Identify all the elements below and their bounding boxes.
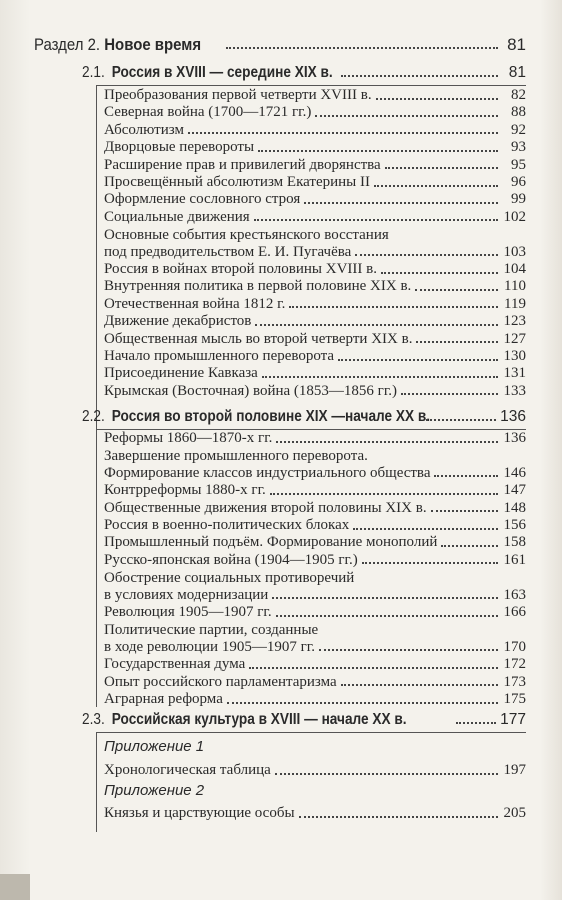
- entry-title: Опыт российского парламентаризма: [104, 673, 337, 690]
- page-number: 92: [511, 121, 526, 138]
- appendix-2-label: Приложение 2: [104, 782, 205, 799]
- toc-entry[interactable]: [104, 482, 526, 499]
- page-number: 166: [503, 604, 526, 620]
- page-number: 104: [503, 261, 526, 277]
- appendix-2-entry[interactable]: [104, 805, 526, 822]
- toc-entry[interactable]: [104, 313, 526, 330]
- entry-title: Расширение прав и привилегий дворянства: [104, 156, 381, 173]
- entry-title: Внутренняя политика в первой половине XIX в.: [104, 278, 412, 295]
- dot-leader: [401, 393, 498, 395]
- toc-entry[interactable]: [104, 174, 526, 191]
- dot-leader: [272, 597, 498, 599]
- dot-leader: [338, 359, 498, 361]
- subsection-2-3-heading[interactable]: [82, 711, 526, 729]
- entry-title: в условиях модернизации: [104, 586, 269, 603]
- page-number: 161: [503, 551, 526, 568]
- page-number: 99: [511, 191, 526, 208]
- page-number: 175: [503, 691, 526, 707]
- section-label: Раздел 2.: [34, 35, 101, 54]
- entry-title: Присоединение Кавказа: [104, 365, 258, 382]
- subsection-title: Российская культура в XVIII — начале XX в.: [111, 711, 407, 728]
- dot-leader: [304, 202, 498, 204]
- subsection-number: 2.3.: [82, 711, 105, 728]
- dot-leader: [255, 324, 498, 326]
- dot-leader: [289, 306, 498, 308]
- section-title: Новое время: [104, 35, 202, 54]
- page-number: 81: [507, 35, 526, 54]
- page-number: 133: [503, 382, 526, 399]
- entry-title: Аграрная реформа: [104, 691, 223, 707]
- page-number: 147: [503, 482, 526, 499]
- dot-leader: [374, 185, 498, 187]
- toc-entry[interactable]: [104, 517, 526, 534]
- page-number: 197: [503, 762, 526, 778]
- page-number: 93: [511, 139, 526, 156]
- entry-title-line: Основные события крестьянского восстания: [104, 227, 389, 244]
- page-number: 110: [504, 278, 526, 295]
- entry-title: Крымская (Восточная) война (1853—1856 гг.): [104, 382, 398, 399]
- entry-title: Социальные движения: [104, 208, 250, 225]
- dot-leader: [275, 773, 498, 775]
- entry-title: Оформление сословного строя: [104, 191, 301, 208]
- page-number: 163: [503, 586, 526, 603]
- subsection-number: 2.2.: [82, 408, 105, 425]
- entry-title-line: Обострение социальных противоречий: [104, 570, 355, 587]
- toc-entry[interactable]: [104, 552, 526, 569]
- toc-entry[interactable]: [104, 465, 526, 482]
- dot-leader: [415, 289, 498, 291]
- entry-title: Просвещённый абсолютизм Екатерины II: [104, 174, 370, 190]
- entry-title: Контрреформы 1880-х гг.: [104, 482, 266, 499]
- toc-entry[interactable]: [104, 122, 526, 139]
- page-number: 102: [503, 208, 526, 225]
- entry-title: Россия в военно-политических блоках: [104, 517, 350, 533]
- toc-entry[interactable]: [104, 87, 526, 104]
- entry-title-line: Политические партии, созданные: [104, 622, 319, 639]
- entry-title: под предводительством Е. И. Пугачёва: [104, 243, 352, 260]
- entry-title: Князья и царствующие особы: [104, 805, 295, 821]
- dot-leader: [276, 615, 498, 617]
- subsection-2-1-heading[interactable]: [82, 64, 526, 82]
- page-corner-shadow: [0, 874, 30, 900]
- entry-title: Русско-японская война (1904—1905 гг.): [104, 551, 358, 568]
- toc-entry[interactable]: [104, 383, 526, 400]
- toc-entry[interactable]: [104, 587, 526, 604]
- dot-leader: [381, 272, 498, 274]
- page-number: 136: [503, 430, 526, 446]
- entry-title: Абсолютизм: [104, 121, 184, 138]
- page-number: 103: [503, 243, 526, 260]
- toc-entry[interactable]: [104, 656, 526, 673]
- dot-leader: [362, 562, 498, 564]
- page-number: 119: [504, 295, 526, 312]
- page-number: 177: [500, 711, 526, 728]
- page-number: 172: [503, 656, 526, 673]
- toc-entry[interactable]: [104, 278, 526, 295]
- dot-leader: [188, 132, 498, 134]
- toc-entry[interactable]: [104, 191, 526, 208]
- page-number: 82: [511, 87, 526, 103]
- subsection-title: Россия во второй половине XIX —начале XX в.: [111, 408, 431, 425]
- section-bracket-line: [96, 85, 526, 86]
- toc-entry[interactable]: [104, 104, 526, 121]
- dot-leader: [434, 475, 498, 477]
- toc-entry[interactable]: [104, 604, 526, 621]
- entry-title: Дворцовые перевороты: [104, 139, 255, 156]
- section-heading[interactable]: [34, 35, 526, 55]
- page-number: 130: [503, 348, 526, 364]
- toc-entry[interactable]: [104, 500, 526, 517]
- dot-leader: [226, 47, 498, 49]
- toc-entry[interactable]: [104, 639, 526, 656]
- entry-title: Общественные движения второй половины XIX в.: [104, 499, 427, 516]
- toc-entry[interactable]: [104, 157, 526, 174]
- entry-title: Начало промышленного переворота: [104, 348, 335, 364]
- page-number: 158: [503, 534, 526, 551]
- dot-leader: [355, 254, 498, 256]
- dot-leader: [416, 341, 498, 343]
- section-bracket-line: [96, 732, 97, 832]
- entry-title: Россия в войнах второй половины XVIII в.: [104, 261, 377, 277]
- page-number: 88: [511, 104, 526, 121]
- entry-title: Отечественная война 1812 г.: [104, 295, 286, 312]
- dot-leader: [441, 545, 498, 547]
- dot-leader: [258, 150, 498, 152]
- page-number: 81: [508, 64, 526, 81]
- dot-leader: [270, 493, 498, 495]
- entry-title: Общественная мысль во второй четверти XIX в.: [104, 330, 413, 347]
- dot-leader: [319, 649, 498, 651]
- entry-title: Промышленный подъём. Формирование монополий: [104, 534, 438, 551]
- entry-title: в ходе революции 1905—1907 гг.: [104, 638, 315, 655]
- entry-title: Государственная дума: [104, 656, 246, 673]
- page-number: 148: [503, 499, 526, 516]
- entry-title: Преобразования первой четверти XVIII в.: [104, 87, 372, 103]
- entry-title: Северная война (1700—1721 гг.): [104, 104, 312, 121]
- appendix-1-entry[interactable]: [104, 762, 526, 779]
- toc-entry[interactable]: [104, 691, 526, 708]
- toc-entry[interactable]: [104, 331, 526, 348]
- toc-entry[interactable]: [104, 674, 526, 691]
- subsection-number: 2.1.: [82, 64, 105, 81]
- page-number: 131: [503, 365, 526, 382]
- page-number: 146: [503, 464, 526, 481]
- toc-entry[interactable]: [104, 209, 526, 226]
- dot-leader: [299, 816, 498, 818]
- toc-entry[interactable]: [104, 261, 526, 278]
- entry-title: Движение декабристов: [104, 313, 252, 330]
- toc-entry[interactable]: [104, 348, 526, 365]
- dot-leader: [456, 722, 496, 724]
- entry-title: Революция 1905—1907 гг.: [104, 604, 272, 620]
- dot-leader: [385, 167, 498, 169]
- dot-leader: [426, 419, 496, 421]
- toc-entry[interactable]: [104, 296, 526, 313]
- section-bracket-line: [96, 732, 526, 733]
- page-number: 95: [511, 156, 526, 173]
- entry-title: Формирование классов индустриального общества: [104, 464, 431, 481]
- toc-entry[interactable]: [104, 365, 526, 382]
- dot-leader: [254, 219, 498, 221]
- page-number: 173: [503, 673, 526, 690]
- page-number: 205: [503, 805, 526, 821]
- page-number: 123: [503, 313, 526, 330]
- dot-leader: [315, 115, 498, 117]
- dot-leader: [249, 667, 498, 669]
- page-number: 136: [500, 408, 526, 425]
- toc-entry[interactable]: [104, 430, 526, 447]
- page-number: 170: [503, 638, 526, 655]
- dot-leader: [262, 376, 498, 378]
- dot-leader: [353, 528, 498, 530]
- page-number: 127: [503, 330, 526, 347]
- entry-title: Реформы 1860—1870-х гг.: [104, 430, 273, 446]
- dot-leader: [341, 684, 498, 686]
- page-number: 156: [503, 517, 526, 533]
- subsection-title: Россия в XVIII — середине XIX в.: [111, 64, 333, 81]
- subsection-2-2-heading[interactable]: [82, 408, 526, 426]
- section-bracket-line: [96, 429, 97, 707]
- entry-title: Хронологическая таблица: [104, 762, 271, 778]
- dot-leader: [227, 702, 498, 704]
- dot-leader: [276, 441, 498, 443]
- toc-entry[interactable]: [104, 244, 526, 261]
- dot-leader: [376, 98, 498, 100]
- dot-leader: [341, 75, 498, 77]
- dot-leader: [431, 510, 498, 512]
- page-number: 96: [511, 174, 526, 190]
- appendix-1-label: Приложение 1: [104, 738, 205, 755]
- toc-entry[interactable]: [104, 139, 526, 156]
- entry-title-line: Завершение промышленного переворота.: [104, 448, 368, 465]
- toc-entry[interactable]: [104, 534, 526, 551]
